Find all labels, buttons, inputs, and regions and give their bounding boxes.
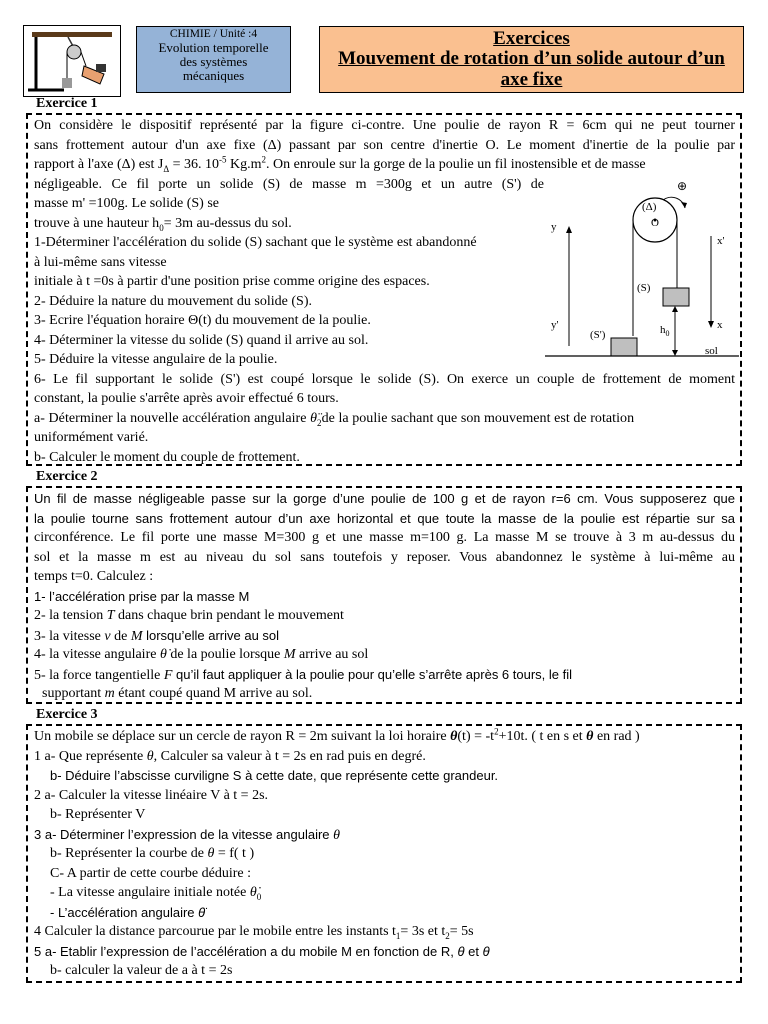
topic-line: Evolution temporelle	[158, 40, 269, 55]
x-prime-label: x'	[717, 235, 725, 247]
header-title-box	[319, 26, 744, 93]
ex2-line: circonférence. Le fil porte une masse M=300 g et une masse m=100 g. La masse M se trouve à 3 m au-dessus du	[34, 530, 735, 545]
ex2-question: 1- l’accélération prise par la masse M	[34, 588, 250, 604]
solid-s-prime	[611, 338, 637, 356]
y-axis-label: y	[551, 221, 557, 233]
ex3-line: b- calculer la valeur de a à t = 2s	[50, 963, 233, 978]
ex1-line: à lui-même sans vitesse	[34, 254, 167, 270]
ex3-line: Un mobile se déplace sur un cercle de rayon R = 2m suivant la loi horaire $\theta(t) = -t^2+10t$. ( t en s et θ en rad )	[34, 726, 640, 744]
ex2-line: sol et la masse m est au niveau du sol sans toutefois y reposer. Vous abandonnez le système à lui-même au	[34, 549, 735, 565]
ex3-line: 4 Calculer la distance parcourue par le mobile entre les instants $t_1= 3s$ et $t_2= 5s$	[34, 924, 474, 941]
ex2-question: 5- la force tangentielle F qu’il faut appliquer à la poulie pour qu’elle s’arrête après 6 tours, le fil	[34, 666, 573, 683]
unit-label: CHIMIE / Unité :4	[169, 28, 258, 40]
solid-s-prime-label: (S')	[590, 329, 606, 341]
pulley-figure	[545, 178, 739, 364]
exercise-3-title: Exercice 3	[36, 707, 98, 722]
ex1-line: 5- Déduire la vitesse angulaire de la poulie.	[34, 352, 278, 367]
center-o-label: O	[651, 217, 659, 229]
solid-s-label: (S)	[637, 282, 651, 294]
ex2-question: 2- la tension T dans chaque brin pendant le mouvement	[34, 608, 344, 623]
ex2-line: Un fil de masse négligeable passe sur la gorge d’une poulie de 100 g et de rayon r=6 cm. Vous supposerez que	[34, 491, 735, 506]
ex2-question: 4- la vitesse angulaire θ̇ de la poulie lorsque M arrive au sol	[34, 647, 369, 662]
exercise-2-title: Exercice 2	[36, 469, 98, 484]
ex1-line: 1-Déterminer l'accélération du solide (S) sachant que le système est abandonné	[34, 235, 477, 250]
ex1-line: constant, la poulie s'arrête après avoir effectué 6 tours.	[34, 391, 339, 406]
ex3-line: 2 a- Calculer la vitesse linéaire V à t = 2s.	[34, 787, 269, 803]
ex1-line: rapport à l'axe (Δ) est $J_\Delta = 36$. $10^{-5}$ $Kg.m^2$. On enroule sur la gorge de la poulie un fil inostensible et de masse	[34, 154, 646, 174]
header-logo	[23, 25, 121, 97]
ex1-line: négligeable. Ce fil porte un solide (S) de masse m =300g et un autre (S') de	[34, 176, 544, 192]
y-prime-label: y'	[551, 319, 559, 331]
ex1-line: trouve à une hauteur $h_0= 3m$ au-dessus du sol.	[34, 215, 292, 233]
page-title: axe fixe	[500, 69, 563, 90]
ex3-line: 3 a- Déterminer l’expression de la vitesse angulaire θ	[34, 826, 341, 843]
exercise-2-box	[26, 486, 742, 704]
rotation-plus-icon: ⊕	[677, 179, 688, 193]
exercise-3-box	[26, 724, 742, 983]
height-label: $h_0$	[660, 324, 670, 338]
ex1-line: 3- Ecrire l'équation horaire Θ(t) du mouvement de la poulie.	[34, 313, 371, 328]
axis-delta-label: (Δ)	[642, 201, 657, 213]
pulley-logo-icon	[24, 26, 120, 96]
ex3-line: C- A partir de cette courbe déduire :	[50, 865, 251, 881]
ex3-line: b- Représenter la courbe de θ = f( t )	[50, 846, 255, 861]
topic-line: mécaniques	[182, 68, 245, 83]
ex3-line: b- Déduire l’abscisse curviligne S à cette date, que représente cette grandeur.	[50, 768, 499, 783]
ex2-line: temps t=0. Calculez :	[34, 569, 154, 584]
ex1-line: 4- Déterminer la vitesse du solide (S) quand il arrive au sol.	[34, 332, 369, 348]
topic-line: des systèmes	[179, 54, 248, 69]
x-axis-label: x	[717, 319, 723, 331]
ex1-line: 2- Déduire la nature du mouvement du solide (S).	[34, 293, 312, 309]
ex3-line: b- Représenter V	[50, 807, 146, 822]
ex3-line: 1 a- Que représente θ, Calculer sa valeur à t = 2s en rad puis en degré.	[34, 748, 426, 764]
exercices-heading: Exercices	[493, 28, 570, 49]
ex3-line: - La vitesse angulaire initiale notée $\thetȧ_0$	[50, 885, 262, 902]
solid-s	[663, 288, 689, 306]
ex1-line: initiale à t =0s à partir d'une position prise comme origine des espaces.	[34, 274, 430, 289]
ex1-line: uniformément varié.	[34, 430, 149, 445]
ex2-question: supportant m étant coupé quand M arrive au sol.	[42, 686, 313, 701]
ex1-line: masse m' =100g. Le solide (S) se	[34, 196, 220, 211]
ex3-line: 5 a- Etablir l’expression de l’accélération a du mobile M en fonction de R, θ et θ	[34, 943, 490, 959]
ex2-question: 3- la vitesse v de M lorsqu’elle arrive au sol	[34, 627, 280, 644]
exercise-1-title: Exercice 1	[36, 96, 98, 111]
ex1-line: sans frottement autour d'un axe fixe (Δ) passant par son centre d'inertie O. Le moment d'inertie de la poulie par	[34, 137, 735, 153]
ex1-line: 6- Le fil supportant le solide (S') est coupé lorsque le solide (S). On exerce un couple de frottement de moment	[34, 371, 735, 387]
ex1-line: On considère le dispositif représenté par la figure ci-contre. Une poulie de rayon R = 6cm qui ne peut tourner	[34, 118, 735, 133]
ex3-line: - L’accélération angulaire θ̈	[50, 904, 206, 920]
ex1-line: a- Déterminer la nouvelle accélération angulaire $\thetä_2de$ la poulie sachant que son mouvement est de rotation	[34, 410, 635, 428]
ex1-line: b- Calculer le moment du couple de frottement.	[34, 449, 300, 465]
header-unit-box	[136, 26, 291, 93]
ground-label: sol	[705, 345, 718, 357]
ex2-line: la poulie tourne sans frottement autour d’un axe horizontal et que toute la masse de la poulie est répartie sur sa	[34, 510, 735, 526]
page-title: Mouvement de rotation d’un solide autour d’un	[338, 48, 725, 69]
